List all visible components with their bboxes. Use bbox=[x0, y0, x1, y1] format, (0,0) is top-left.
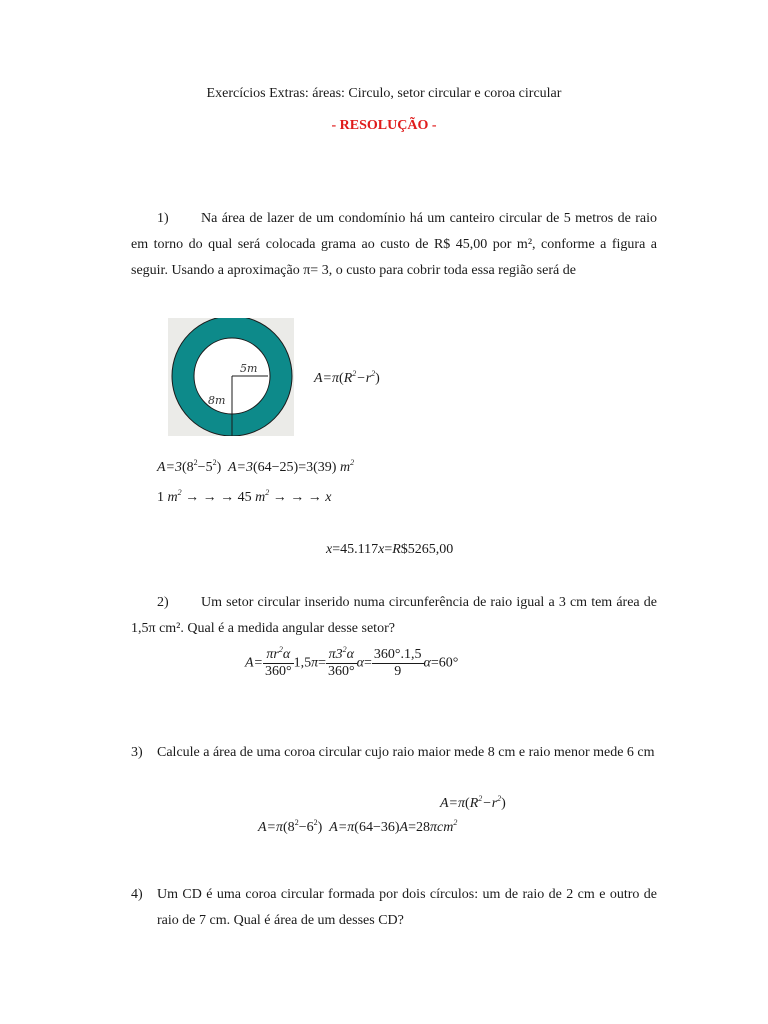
inner-radius-label: 5m bbox=[240, 362, 258, 375]
fraction-2: $\frac{\pi 3^2\alpha}{360^\circ}$ bbox=[328, 645, 355, 679]
q1-step2: 1 $m^2$ → → → 45 $m^2$ → → → x bbox=[157, 488, 332, 505]
outer-radius-label: 8m bbox=[208, 394, 226, 407]
q2-text: Um setor circular inserido numa circunferência de raio igual a 3 cm tem área de 1,5π cm². Qual é a medida angular desse setor? bbox=[131, 595, 657, 636]
q4-text: Um CD é uma coroa circular formada por dois círculos: um de raio de 2 cm e outro de raio de 7 cm. Qual é área de um desses CD? bbox=[157, 887, 657, 928]
q2-number: 2) bbox=[157, 595, 169, 610]
q1-result: x=45.117x=R$5265,00 bbox=[326, 542, 454, 557]
q1-number: 1) bbox=[157, 211, 169, 226]
q1-formula: $A=\pi(R^2-r^2)$ bbox=[314, 369, 380, 386]
q3-formula: $A=\pi(R^2-r^2)$ bbox=[440, 794, 506, 811]
q2-equation: A= $\frac{\pi r^2\alpha}{360^\circ}$ 1,5π= $\frac{\pi 3^2\alpha}{360^\circ}$ α= $\frac{360^\circ.1,5}{9}$ α=60° bbox=[245, 645, 459, 679]
q3-step: $A=\pi(8^2-6^2)$ A=π(64−36)A=28πcm$^2$ bbox=[258, 818, 458, 835]
resolution-heading: - RESOLUÇÃO - bbox=[331, 118, 437, 133]
document-title: Exercícios Extras: áreas: Circulo, setor circular e coroa circular bbox=[206, 86, 562, 101]
q1-figure bbox=[168, 318, 294, 436]
q1-step1: $A=3(8^2-5^2)$ A=3(64−25)=3(39) $m^2$ bbox=[157, 458, 355, 475]
fraction-1: $\frac{\pi r^2\alpha}{360^\circ}$ bbox=[265, 645, 292, 679]
q3-text: Calcule a área de uma coroa circular cujo raio maior mede 8 cm e raio menor mede 6 cm bbox=[157, 745, 655, 760]
fraction-3: $\frac{360^\circ.1,5}{9}$ bbox=[373, 647, 422, 679]
q4-number: 4) bbox=[131, 887, 143, 902]
q3-number: 3) bbox=[131, 745, 143, 760]
ring-diagram bbox=[168, 318, 294, 436]
q1-text: Na área de lazer de um condomínio há um canteiro circular de 5 metros de raio em torno do qual será colocada grama ao custo de R$ 45,00 por m², conforme a figura a seguir. Usando a aproximação π= 3, o custo para cobrir toda essa região será de bbox=[131, 211, 657, 278]
